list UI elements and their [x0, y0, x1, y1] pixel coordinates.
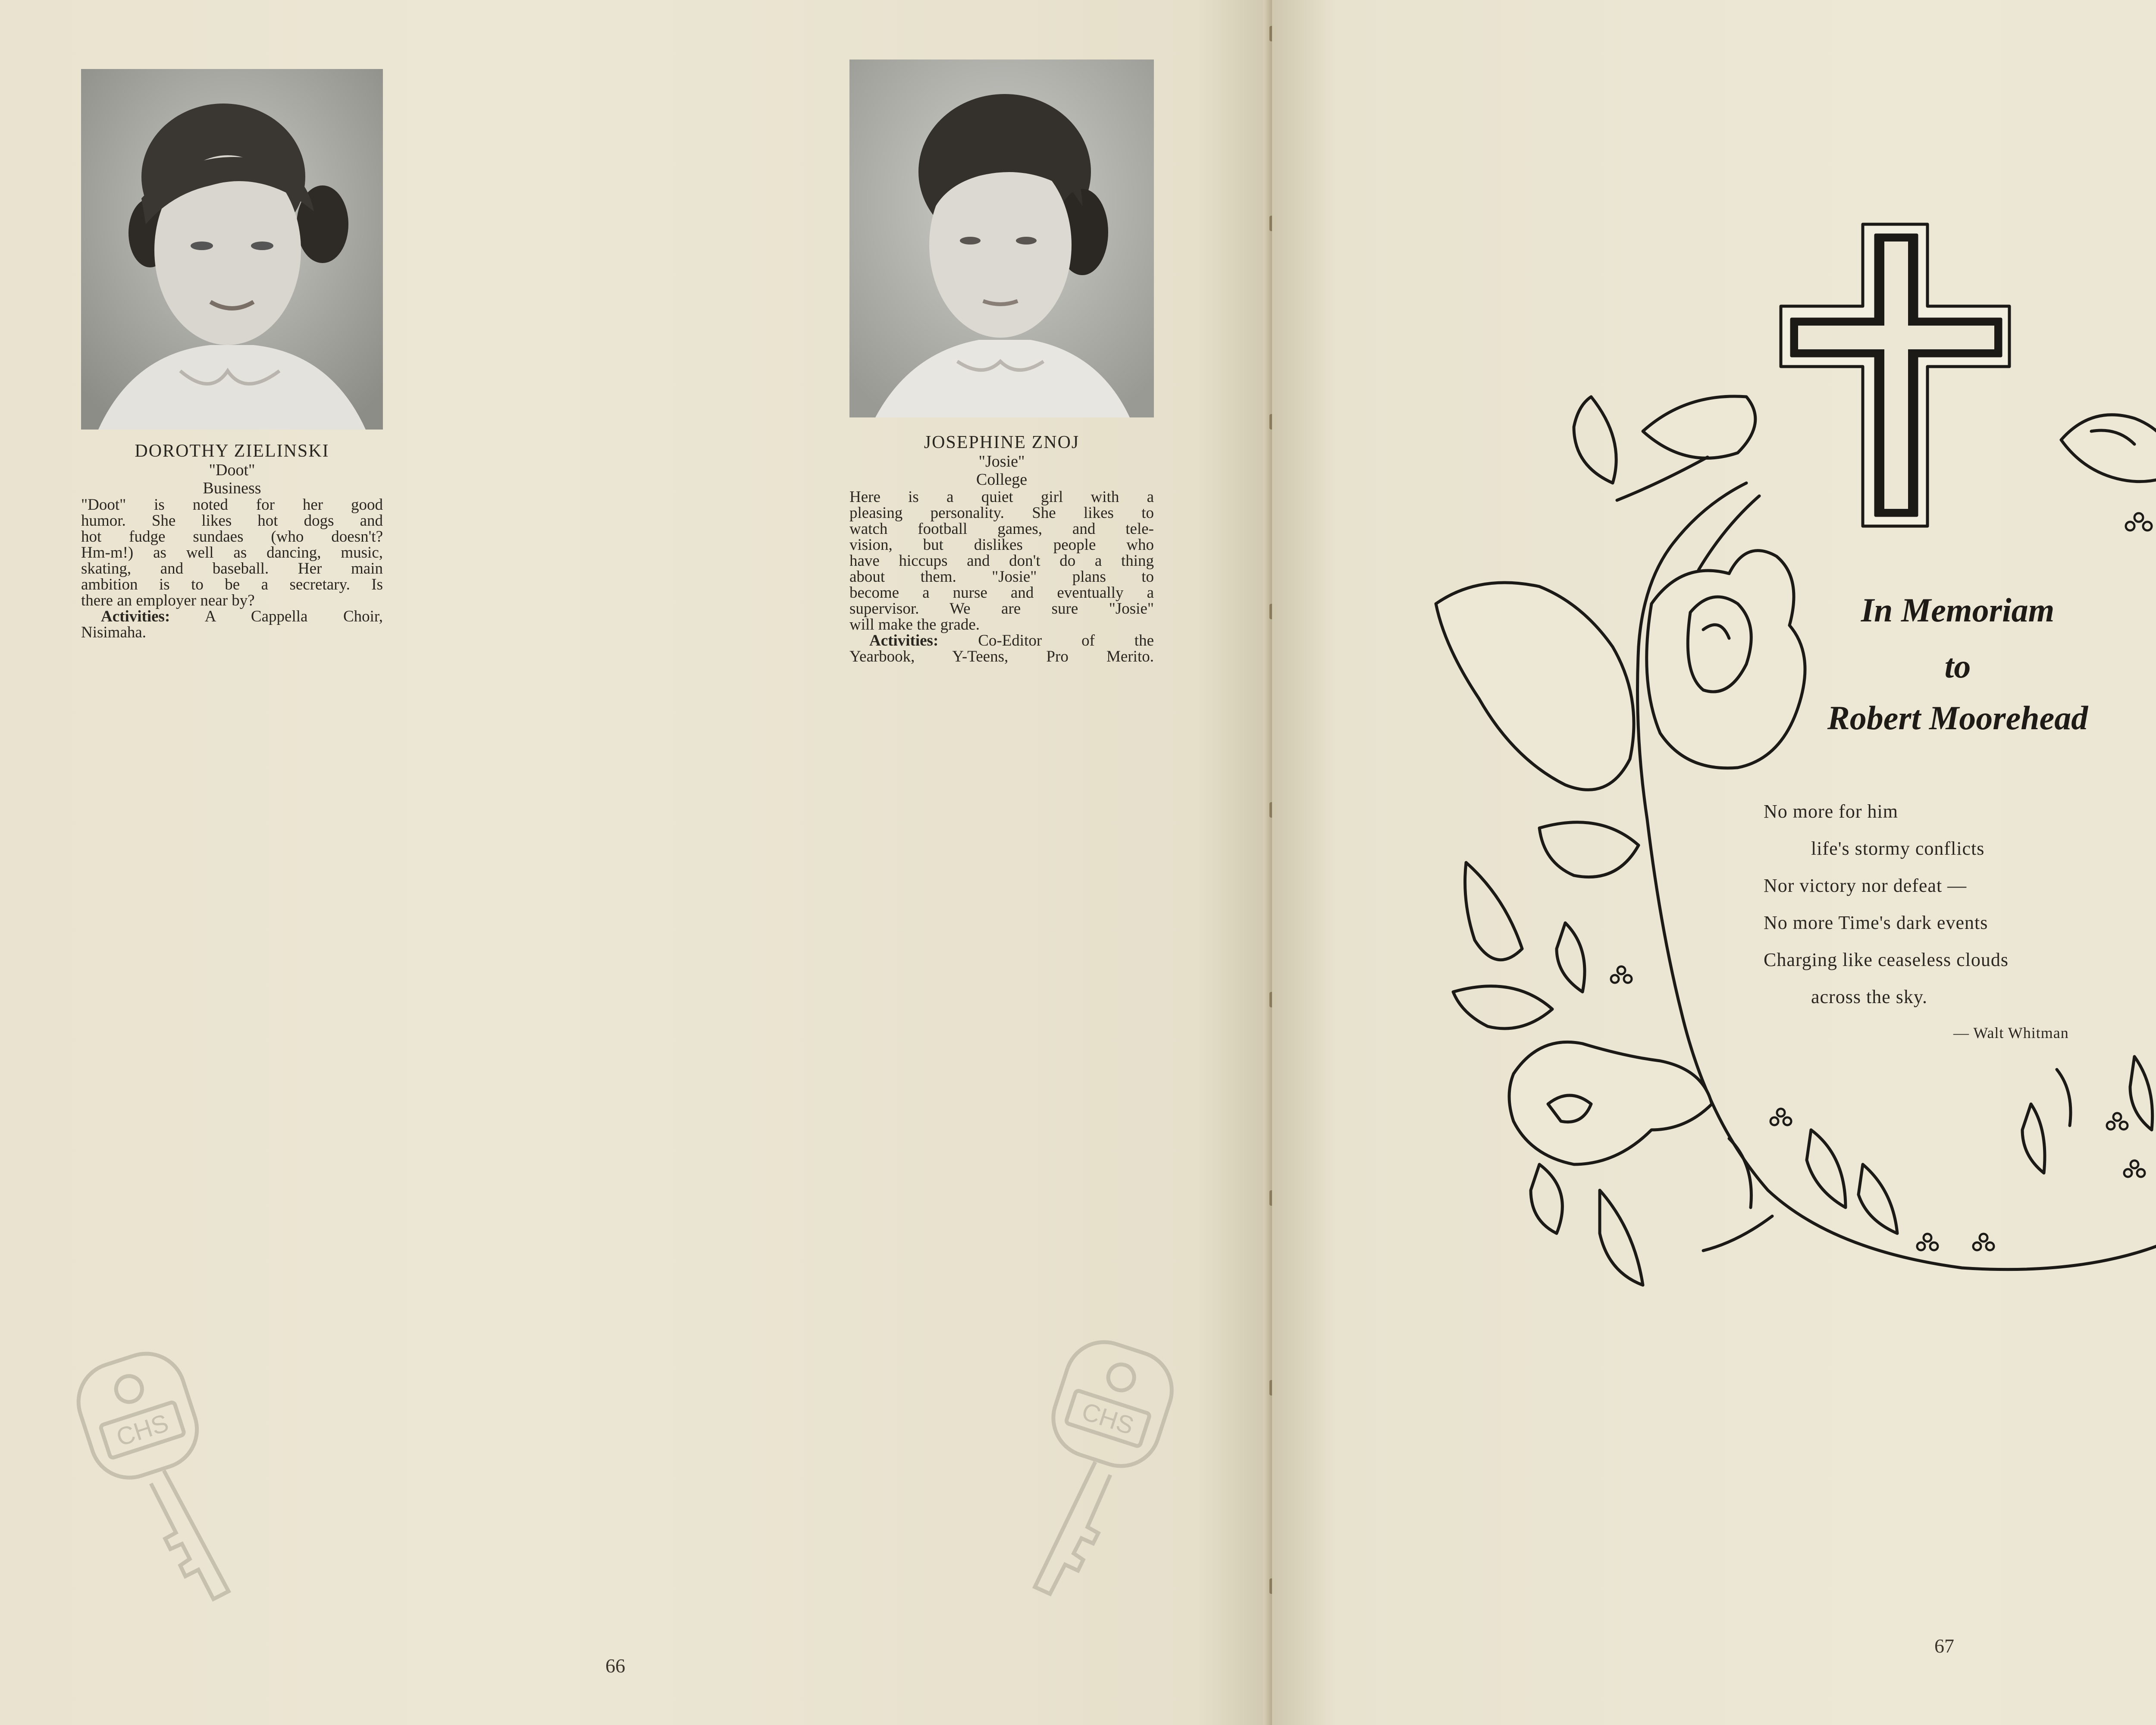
bio-line: become a nurse and eventually a: [849, 584, 1154, 602]
bio-line: supervisor. We are sure "Josie": [849, 600, 1154, 618]
bio-line: there an employer near by?: [81, 592, 255, 609]
activities-label: Activities:: [869, 632, 939, 649]
activities-text: A Cappella Choir,: [204, 608, 383, 625]
student-name: DOROTHY ZIELINSKI: [135, 441, 329, 461]
activities-line: [849, 633, 1154, 649]
page-number: 67: [1934, 1635, 1954, 1657]
chs-key-watermark: [65, 1341, 246, 1609]
student-nickname: "Doot": [209, 461, 255, 479]
activities-cont: Nisimaha.: [81, 624, 147, 641]
memorial-heading: In Memoriam: [1861, 591, 2055, 629]
poem-line: No more Time's dark events: [1764, 912, 1988, 933]
student-course: Business: [203, 479, 261, 497]
student-bio: [81, 497, 383, 640]
poem-line: Charging like ceaseless clouds: [1764, 949, 2009, 970]
poem-line: life's stormy conflicts: [1811, 838, 1985, 859]
bio-line: vision, but dislikes people who: [849, 536, 1154, 554]
poem-line: No more for him: [1764, 801, 1898, 822]
poem-line: Nor victory nor defeat —: [1764, 875, 1967, 896]
student-photo-josephine: [849, 60, 1154, 417]
memorial-heading: to: [1944, 647, 1971, 685]
bio-line: have hiccups and don't do a thing: [849, 552, 1154, 570]
bio-line: will make the grade.: [849, 616, 980, 634]
bio-line: watch football games, and tele-: [849, 520, 1154, 538]
key-label: CHS: [113, 1408, 172, 1452]
cross-icon: [1781, 224, 2009, 526]
memorial-wreath-illustration: [1272, 0, 2156, 1725]
student-course: College: [976, 470, 1028, 489]
bio-line: ambition is to be a secretary. Is: [81, 576, 383, 593]
chs-key-watermark: [1018, 1328, 1199, 1604]
activities-label: Activities:: [101, 608, 170, 625]
memorial-name: Robert Moorehead: [1827, 699, 2088, 737]
bio-line: about them. "Josie" plans to: [849, 568, 1154, 586]
key-label: CHS: [1078, 1397, 1138, 1440]
bio-line: humor. She likes hot dogs and: [81, 512, 383, 530]
bio-line: "Doot" is noted for her good: [81, 496, 383, 514]
bio-line: pleasing personality. She likes to: [849, 504, 1154, 522]
poem-line: across the sky.: [1811, 986, 1927, 1007]
student-name: JOSEPHINE ZNOJ: [924, 433, 1080, 452]
bio-line: Hm-m!) as well as dancing, music,: [81, 544, 383, 561]
student-nickname: "Josie": [978, 452, 1025, 470]
activities-text: Co-Editor of the: [978, 632, 1154, 649]
bio-line: hot fudge sundaes (who doesn't?: [81, 528, 383, 546]
right-page: [1272, 0, 2156, 1725]
student-bio: [849, 489, 1154, 665]
activities-cont: Yearbook, Y-Teens, Pro Merito.: [849, 648, 1154, 665]
page-number: 66: [605, 1655, 625, 1677]
bio-line: skating, and baseball. Her main: [81, 560, 383, 577]
student-photo-dorothy: [81, 69, 383, 430]
activities-line: [81, 608, 383, 624]
poem-attribution: — Walt Whitman: [1953, 1024, 2069, 1041]
bio-line: Here is a quiet girl with a: [849, 488, 1154, 506]
